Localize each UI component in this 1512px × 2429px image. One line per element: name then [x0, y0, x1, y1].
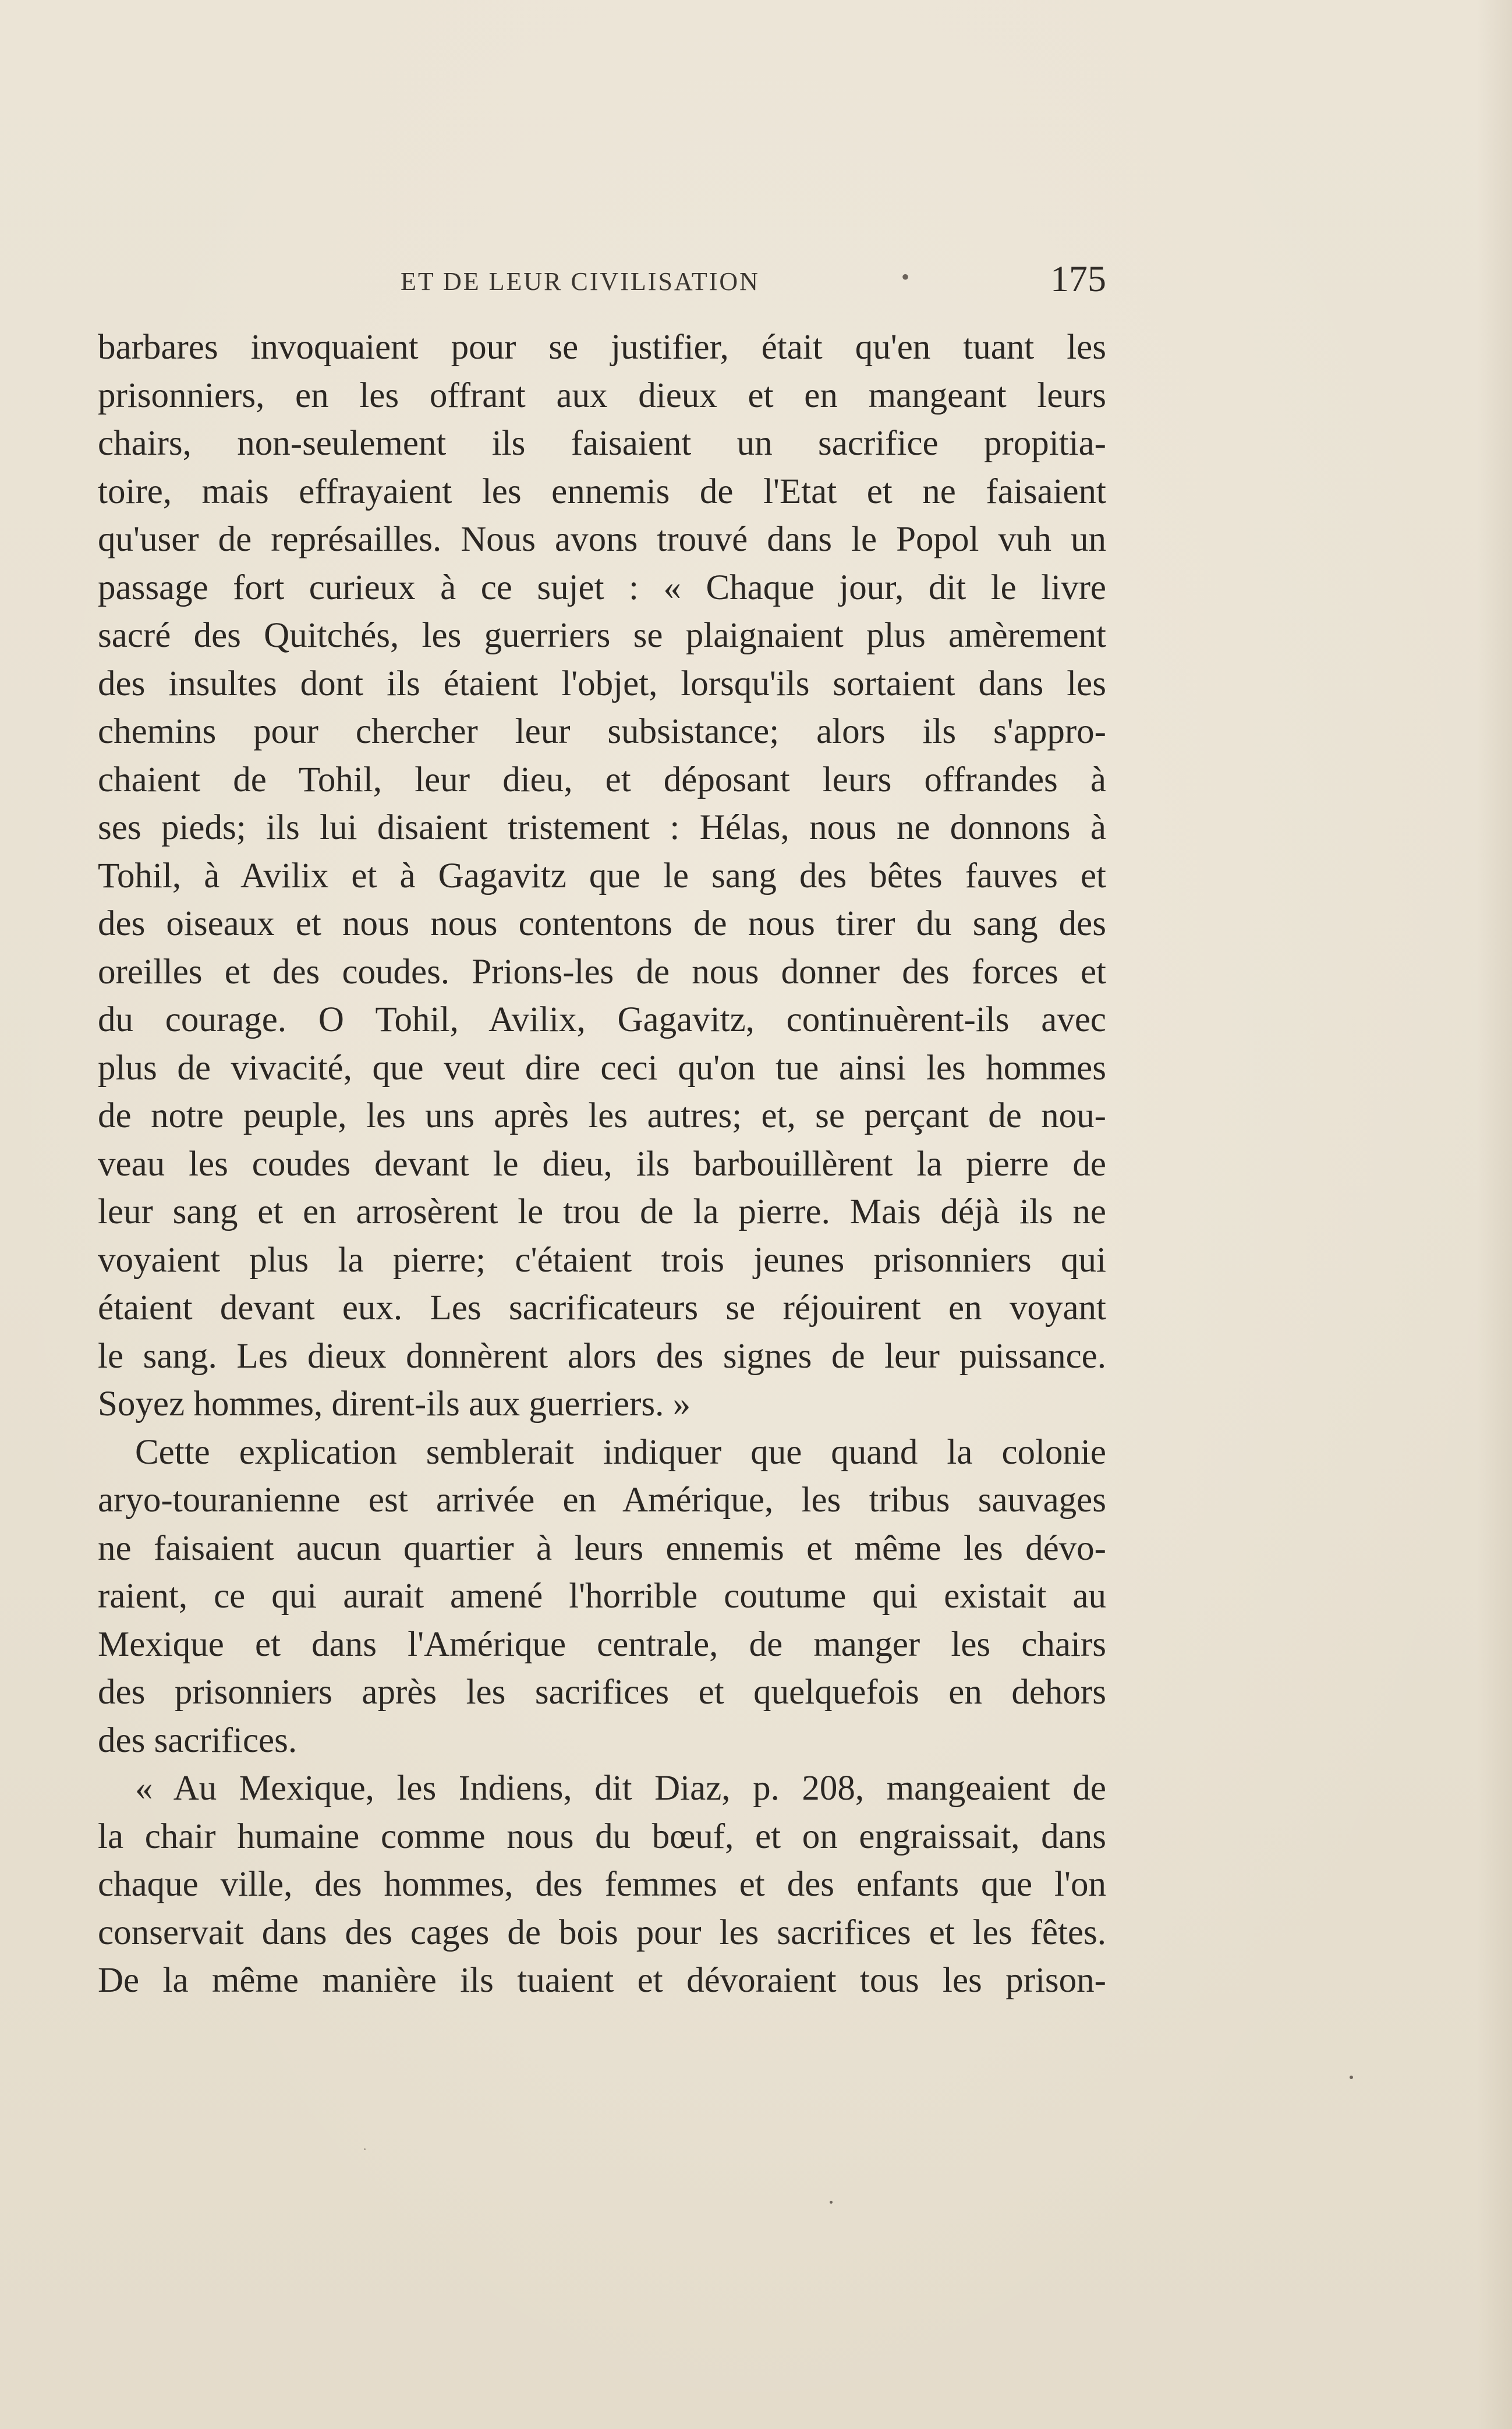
text-line: du courage. O Tohil, Avilix, Gagavitz, continuèrent-ils avec	[98, 1000, 1106, 1039]
text-line: Tohil, à Avilix et à Gagavitz que le sang des bêtes fauves et	[98, 856, 1106, 895]
text-line: « Au Mexique, les Indiens, dit Diaz, p. 208, mangeaient de	[135, 1769, 1106, 1808]
running-title: ET DE LEUR CIVILISATION	[401, 267, 760, 296]
paper-speck	[1350, 2076, 1353, 2079]
text-line: des prisonniers après les sacrifices et quelquefois en dehors	[98, 1673, 1106, 1712]
text-line: raient, ce qui aurait amené l'horrible coutume qui existait au	[98, 1577, 1106, 1616]
text-line: passage fort curieux à ce sujet : « Chaque jour, dit le livre	[98, 568, 1106, 607]
text-line: De la même manière ils tuaient et dévoraient tous les prison-	[98, 1961, 1106, 2000]
text-line: Mexique et dans l'Amérique centrale, de manger les chairs	[98, 1624, 1106, 1664]
body-text	[98, 324, 1106, 2005]
text-line: Soyez hommes, dirent-ils aux guerriers. »	[98, 1385, 691, 1424]
text-line: des sacrifices.	[98, 1720, 298, 1760]
text-line: conservait dans des cages de bois pour les sacrifices et les fêtes.	[98, 1913, 1106, 1952]
page-number: 175	[1050, 258, 1106, 299]
text-line: ne faisaient aucun quartier à leurs ennemis et même les dévo-	[98, 1528, 1106, 1568]
text-line: chairs, non-seulement ils faisaient un sacrifice propitia-	[98, 424, 1106, 463]
text-line: barbares invoquaient pour se justifier, était qu'en tuant les	[98, 328, 1106, 367]
text-line: la chair humaine comme nous du bœuf, et on engraissait, dans	[98, 1817, 1106, 1856]
text-line: plus de vivacité, que veut dire ceci qu'on tue ainsi les hommes	[98, 1048, 1106, 1088]
text-line: des insultes dont ils étaient l'objet, lorsqu'ils sortaient dans les	[98, 664, 1106, 703]
header-ornament: •	[901, 264, 910, 290]
text-line: voyaient plus la pierre; c'étaient trois jeunes prisonniers qui	[98, 1240, 1106, 1280]
text-line: Cette explication semblerait indiquer que quand la colonie	[135, 1432, 1106, 1472]
running-head	[98, 258, 1106, 307]
text-line: oreilles et des coudes. Prions-les de nous donner des forces et	[98, 952, 1106, 992]
text-line: qu'user de représailles. Nous avons trouvé dans le Popol vuh un	[98, 520, 1106, 559]
text-line: veau les coudes devant le dieu, ils barbouillèrent la pierre de	[98, 1144, 1106, 1184]
text-line: prisonniers, en les offrant aux dieux et en mangeant leurs	[98, 376, 1106, 415]
text-line: chaient de Tohil, leur dieu, et déposant leurs offrandes à	[98, 760, 1106, 799]
paper-speck	[364, 2148, 366, 2150]
text-line: ses pieds; ils lui disaient tristement : Hélas, nous ne donnons à	[98, 808, 1106, 847]
text-line: aryo-touranienne est arrivée en Amérique, les tribus sauvages	[98, 1481, 1106, 1520]
text-line: sacré des Quitchés, les guerriers se plaignaient plus amèrement	[98, 616, 1106, 655]
page-edge-shadow	[1477, 0, 1512, 2429]
text-line: le sang. Les dieux donnèrent alors des signes de leur puissance.	[98, 1336, 1106, 1376]
text-line: des oiseaux et nous nous contentons de nous tirer du sang des	[98, 904, 1106, 943]
text-line: de notre peuple, les uns après les autres; et, se perçant de nou-	[98, 1096, 1106, 1135]
text-line: chaque ville, des hommes, des femmes et des enfants que l'on	[98, 1865, 1106, 1904]
text-line: leur sang et en arrosèrent le trou de la pierre. Mais déjà ils ne	[98, 1192, 1106, 1231]
text-line: chemins pour chercher leur subsistance; alors ils s'appro-	[98, 712, 1106, 751]
text-line: étaient devant eux. Les sacrificateurs se réjouirent en voyant	[98, 1288, 1106, 1327]
paper-speck	[830, 2201, 833, 2204]
text-line: toire, mais effrayaient les ennemis de l'Etat et ne faisaient	[98, 472, 1106, 511]
